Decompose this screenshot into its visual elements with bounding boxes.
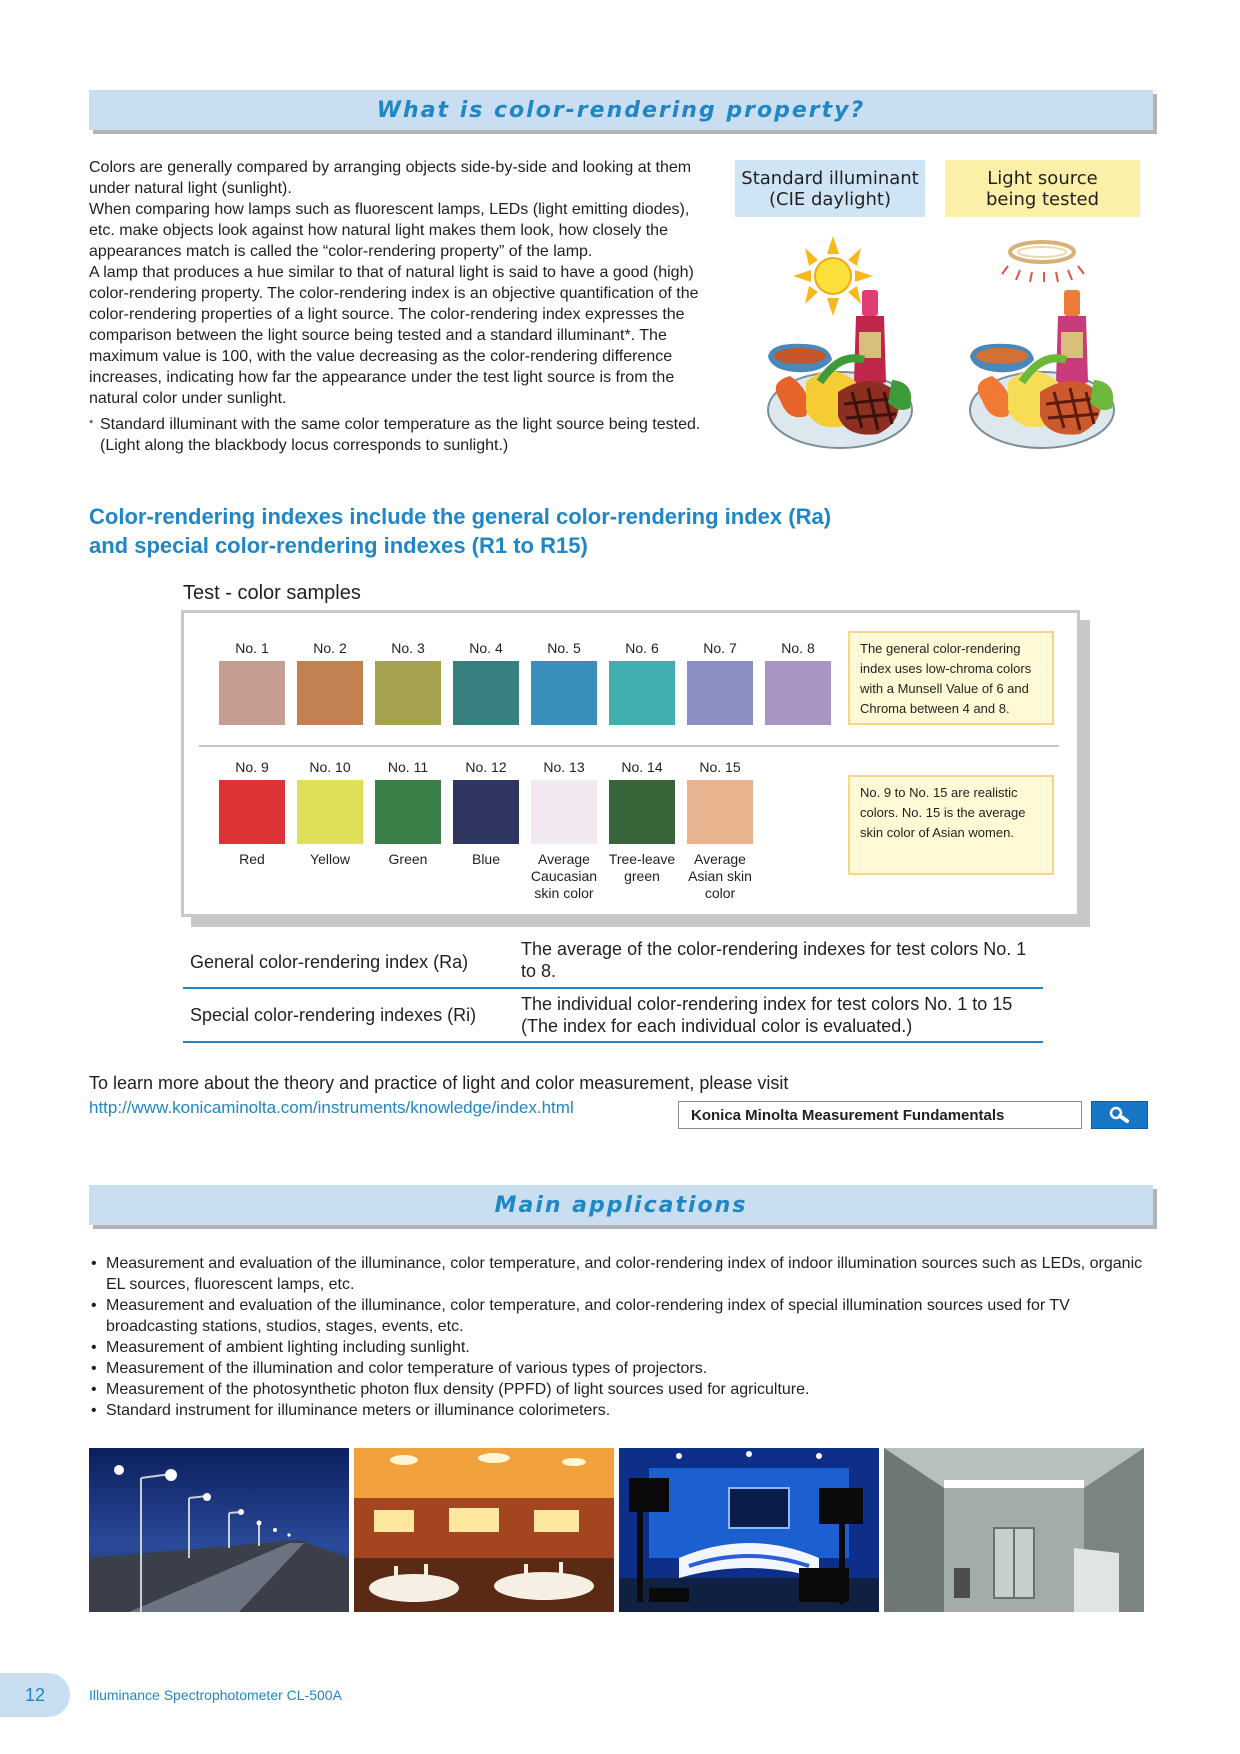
list-item: • Measurement and evaluation of the illuminance, color temperature, and color-rendering index of special illumination sources used for TV broadcasting stations, studios, stages, events, etc. (89, 1295, 1149, 1337)
test-light-source-line2: being tested (985, 188, 1100, 210)
definition-row (183, 989, 1043, 1043)
footer-product-name: Illuminance Spectrophotometer CL-500A (89, 1687, 342, 1703)
color-swatch (375, 780, 441, 844)
sample-label: No. 13 (543, 759, 585, 775)
food-icon (970, 290, 1114, 448)
section-banner-main-applications (89, 1185, 1153, 1225)
footnote-text: Standard illuminant with the same color temperature as the light source being tested. (Light along the blackbody locus corresponds to sunlight.) (100, 416, 701, 454)
sample-label: No. 8 (781, 640, 815, 656)
color-swatch (687, 780, 753, 844)
knowledge-link[interactable]: http://www.konicaminolta.com/instruments/knowledge/index.html (89, 1098, 574, 1117)
footnote (89, 414, 709, 456)
food-under-test-lamp-illustration (962, 232, 1132, 457)
standard-illuminant-line1: Standard illuminant (741, 167, 919, 189)
color-swatch (297, 661, 363, 725)
color-swatch (609, 780, 675, 844)
ring-lamp-icon (1002, 242, 1084, 282)
section-title: What is color-rendering property? (376, 97, 866, 123)
food-icon (768, 290, 912, 448)
search-icon (1107, 1106, 1133, 1124)
list-item: • Measurement of the illumination and color temperature of various types of projectors. (89, 1358, 1149, 1379)
panel-divider (199, 745, 1059, 747)
realistic-colors-note: No. 9 to No. 15 are realistic colors. No. 15 is the average skin color of Asian women. (848, 775, 1054, 875)
definition-term: General color-rendering index (Ra) (190, 952, 469, 972)
test-chamber-photo (884, 1448, 1144, 1612)
definition-desc: The individual color-rendering index for test colors No. 1 to 15 (The index for each individual color is evaluated.) (521, 994, 1013, 1036)
sample-name: Average Caucasian skin color (530, 851, 598, 901)
sample-name: Average Asian skin color (688, 851, 752, 901)
sample-label: No. 14 (621, 759, 663, 775)
sun-icon (793, 236, 873, 316)
sample-label: No. 4 (469, 640, 503, 656)
color-samples-panel (181, 610, 1080, 917)
intro-paragraph: When comparing how lamps such as fluorescent lamps, LEDs (light emitting diodes), etc. make objects look against how natural light makes them look, how closely the appearances match is called the “color-rendering property” of the lamp. (89, 201, 690, 260)
food-under-sunlight-illustration (760, 232, 930, 457)
sample-name: Yellow (310, 851, 350, 867)
sample-label: No. 5 (547, 640, 581, 656)
sample-name: Green (388, 851, 428, 867)
sample-name: Blue (471, 851, 501, 867)
sample-name: Tree-leave green (608, 851, 676, 884)
footnote-mark: * (89, 418, 94, 430)
definition-desc: The average of the color-rendering indexes for test colors No. 1 to 8. (521, 939, 1027, 981)
street-lights-photo (89, 1448, 349, 1612)
intro-text (89, 157, 709, 409)
color-swatch (531, 661, 597, 725)
sample-label: No. 9 (235, 759, 269, 775)
color-swatch (765, 661, 831, 725)
color-swatch (219, 780, 285, 844)
page-number: 12 (0, 1673, 70, 1717)
search-button[interactable] (1091, 1101, 1148, 1129)
intro-paragraph: A lamp that produces a hue similar to that of natural light is said to have a good (high) color-rendering property. The color-rendering index is an objective quantification of the color-rendering properties of a light source. The color-rendering index expresses the comparison between the light source being tested and a standard illuminant*. The maximum value is 100, with the value decreasing as the color-rendering difference increases, indicating how far the appearance under the test light source is from the natural color under sunlight. (89, 264, 699, 407)
list-item: • Standard instrument for illuminance meters or illuminance colorimeters. (89, 1400, 1149, 1421)
sample-label: No. 7 (703, 640, 737, 656)
sample-label: No. 11 (387, 759, 429, 775)
sample-label: No. 12 (465, 759, 507, 775)
applications-list (89, 1253, 1149, 1421)
learn-more-text: To learn more about the theory and practice of light and color measurement, please visit (89, 1073, 789, 1093)
tv-studio-photo (619, 1448, 879, 1612)
sample-label: No. 15 (699, 759, 741, 775)
definition-row (183, 932, 1043, 989)
indexes-heading (89, 502, 1149, 560)
standard-illuminant-label (735, 160, 925, 217)
color-swatch (453, 661, 519, 725)
list-item: • Measurement and evaluation of the illuminance, color temperature, and color-rendering index of indoor illumination sources such as LEDs, organic EL sources, fluorescent lamps, etc. (89, 1253, 1149, 1295)
color-swatch (531, 780, 597, 844)
sample-label: No. 3 (391, 640, 425, 656)
test-light-source-label (945, 160, 1140, 217)
sample-label: No. 10 (309, 759, 351, 775)
indexes-heading-line1: Color-rendering indexes include the general color-rendering index (Ra) (89, 504, 832, 529)
restaurant-interior-photo (354, 1448, 614, 1612)
general-index-note: The general color-rendering index uses low-chroma colors with a Munsell Value of 6 and Chroma between 4 and 8. (848, 631, 1054, 725)
sample-label: No. 2 (313, 640, 347, 656)
section-banner-color-rendering (89, 90, 1153, 130)
sample-label: No. 1 (235, 640, 269, 656)
intro-paragraph: Colors are generally compared by arranging objects side-by-side and looking at them under natural light (sunlight). (89, 159, 692, 197)
search-field[interactable]: Konica Minolta Measurement Fundamentals (678, 1101, 1082, 1129)
definition-term: Special color-rendering indexes (Ri) (190, 1005, 477, 1025)
indexes-heading-line2: and special color-rendering indexes (R1 to R15) (89, 533, 588, 558)
list-item: • Measurement of ambient lighting including sunlight. (89, 1337, 1149, 1358)
section-title: Main applications (494, 1192, 748, 1218)
color-swatch (297, 780, 363, 844)
color-swatch (375, 661, 441, 725)
samples-caption: Test - color samples (183, 582, 361, 604)
color-swatch (453, 780, 519, 844)
color-swatch (687, 661, 753, 725)
sample-name: Red (239, 851, 265, 867)
standard-illuminant-line2: (CIE daylight) (768, 188, 892, 210)
color-swatch (609, 661, 675, 725)
sample-label: No. 6 (625, 640, 659, 656)
test-light-source-line1: Light source (987, 167, 1098, 189)
color-swatch (219, 661, 285, 725)
list-item: • Measurement of the photosynthetic photon flux density (PPFD) of light sources used for agriculture. (89, 1379, 1149, 1400)
